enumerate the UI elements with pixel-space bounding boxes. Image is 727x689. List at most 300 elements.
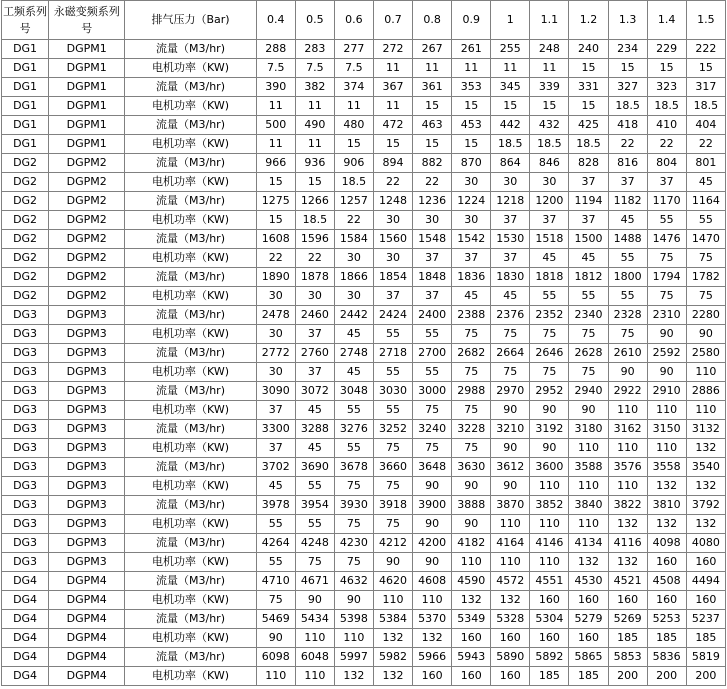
pm-series-cell: DGPM2 (49, 192, 125, 211)
value-cell: 3000 (413, 382, 452, 401)
gp-series-cell: DG4 (2, 572, 49, 591)
table-row (2, 135, 726, 154)
value-cell: 5865 (569, 648, 608, 667)
value-cell: 45 (295, 401, 334, 420)
table-row (2, 59, 726, 78)
value-cell: 22 (647, 135, 686, 154)
param-cell: 电机功率（KW) (125, 211, 256, 230)
value-cell: 2970 (491, 382, 530, 401)
value-cell: 132 (608, 515, 647, 534)
gp-series-cell: DG1 (2, 135, 49, 154)
value-cell: 500 (256, 116, 295, 135)
value-cell: 3690 (295, 458, 334, 477)
value-cell: 45 (256, 477, 295, 496)
value-cell: 110 (334, 629, 373, 648)
pm-series-cell: DGPM3 (49, 325, 125, 344)
header-pm-series: 永磁变频系列号 (49, 1, 125, 40)
table-row (2, 591, 726, 610)
value-cell: 463 (413, 116, 452, 135)
value-cell: 45 (608, 211, 647, 230)
value-cell: 2910 (647, 382, 686, 401)
table-row (2, 249, 726, 268)
value-cell: 2442 (334, 306, 373, 325)
value-cell: 55 (608, 249, 647, 268)
value-cell: 110 (608, 439, 647, 458)
pm-series-cell: DGPM2 (49, 287, 125, 306)
value-cell: 15 (295, 173, 334, 192)
value-cell: 185 (608, 629, 647, 648)
value-cell: 37 (413, 249, 452, 268)
value-cell: 75 (569, 363, 608, 382)
value-cell: 6098 (256, 648, 295, 667)
value-cell: 11 (452, 59, 491, 78)
value-cell: 37 (608, 173, 647, 192)
value-cell: 90 (452, 515, 491, 534)
value-cell: 18.5 (491, 135, 530, 154)
value-cell: 75 (256, 591, 295, 610)
value-cell: 382 (295, 78, 334, 97)
value-cell: 816 (608, 154, 647, 173)
value-cell: 453 (452, 116, 491, 135)
value-cell: 432 (530, 116, 569, 135)
value-cell: 160 (647, 591, 686, 610)
value-cell: 90 (295, 591, 334, 610)
value-cell: 30 (373, 211, 412, 230)
value-cell: 1848 (413, 268, 452, 287)
value-cell: 3240 (413, 420, 452, 439)
param-cell: 电机功率（KW) (125, 629, 256, 648)
table-row (2, 477, 726, 496)
pm-series-cell: DGPM2 (49, 268, 125, 287)
value-cell: 15 (647, 59, 686, 78)
value-cell: 75 (373, 477, 412, 496)
pm-series-cell: DGPM3 (49, 458, 125, 477)
pm-series-cell: DGPM2 (49, 249, 125, 268)
value-cell: 110 (569, 515, 608, 534)
table-row (2, 667, 726, 686)
value-cell: 1488 (608, 230, 647, 249)
value-cell: 55 (608, 287, 647, 306)
value-cell: 75 (491, 363, 530, 382)
value-cell: 30 (491, 173, 530, 192)
value-cell: 45 (452, 287, 491, 306)
value-cell: 37 (413, 287, 452, 306)
value-cell: 55 (373, 363, 412, 382)
value-cell: 288 (256, 40, 295, 59)
value-cell: 3072 (295, 382, 334, 401)
value-cell: 11 (373, 59, 412, 78)
param-cell: 流量（M3/hr) (125, 154, 256, 173)
value-cell: 353 (452, 78, 491, 97)
value-cell: 110 (491, 515, 530, 534)
value-cell: 3870 (491, 496, 530, 515)
value-cell: 1200 (530, 192, 569, 211)
value-cell: 30 (452, 211, 491, 230)
value-cell: 1275 (256, 192, 295, 211)
value-cell: 480 (334, 116, 373, 135)
value-cell: 15 (452, 97, 491, 116)
value-cell: 75 (530, 363, 569, 382)
gp-series-cell: DG3 (2, 477, 49, 496)
value-cell: 200 (647, 667, 686, 686)
pm-series-cell: DGPM2 (49, 173, 125, 192)
value-cell: 18.5 (686, 97, 725, 116)
value-cell: 5253 (647, 610, 686, 629)
value-cell: 45 (295, 439, 334, 458)
value-cell: 37 (530, 211, 569, 230)
value-cell: 30 (256, 363, 295, 382)
gp-series-cell: DG3 (2, 534, 49, 553)
value-cell: 1530 (491, 230, 530, 249)
value-cell: 15 (608, 59, 647, 78)
param-cell: 流量（M3/hr) (125, 496, 256, 515)
value-cell: 75 (491, 325, 530, 344)
value-cell: 110 (413, 591, 452, 610)
gp-series-cell: DG4 (2, 591, 49, 610)
value-cell: 3702 (256, 458, 295, 477)
value-cell: 1248 (373, 192, 412, 211)
gp-series-cell: DG3 (2, 306, 49, 325)
spec-table (1, 0, 726, 686)
table-row (2, 287, 726, 306)
table-row (2, 363, 726, 382)
value-cell: 272 (373, 40, 412, 59)
value-cell: 418 (608, 116, 647, 135)
value-cell: 255 (491, 40, 530, 59)
value-cell: 160 (452, 667, 491, 686)
value-cell: 5890 (491, 648, 530, 667)
value-cell: 37 (295, 325, 334, 344)
value-cell: 2682 (452, 344, 491, 363)
param-cell: 电机功率（KW) (125, 667, 256, 686)
pm-series-cell: DGPM1 (49, 78, 125, 97)
value-cell: 110 (686, 363, 725, 382)
pm-series-cell: DGPM1 (49, 59, 125, 78)
header-pressure: 0.7 (373, 1, 412, 40)
header-pressure: 0.6 (334, 1, 373, 40)
value-cell: 11 (413, 59, 452, 78)
value-cell: 1236 (413, 192, 452, 211)
value-cell: 3930 (334, 496, 373, 515)
param-cell: 流量（M3/hr) (125, 192, 256, 211)
value-cell: 11 (491, 59, 530, 78)
value-cell: 3228 (452, 420, 491, 439)
value-cell: 55 (413, 363, 452, 382)
value-cell: 30 (530, 173, 569, 192)
value-cell: 3600 (530, 458, 569, 477)
value-cell: 1224 (452, 192, 491, 211)
value-cell: 1500 (569, 230, 608, 249)
value-cell: 3048 (334, 382, 373, 401)
value-cell: 5469 (256, 610, 295, 629)
value-cell: 132 (686, 515, 725, 534)
value-cell: 5943 (452, 648, 491, 667)
value-cell: 37 (452, 249, 491, 268)
value-cell: 2988 (452, 382, 491, 401)
gp-series-cell: DG2 (2, 230, 49, 249)
param-cell: 电机功率（KW) (125, 325, 256, 344)
value-cell: 90 (491, 439, 530, 458)
value-cell: 55 (373, 401, 412, 420)
value-cell: 11 (295, 97, 334, 116)
value-cell: 37 (256, 401, 295, 420)
value-cell: 3192 (530, 420, 569, 439)
gp-series-cell: DG3 (2, 363, 49, 382)
value-cell: 160 (569, 591, 608, 610)
value-cell: 110 (569, 477, 608, 496)
table-row (2, 629, 726, 648)
value-cell: 11 (256, 135, 295, 154)
value-cell: 90 (686, 325, 725, 344)
pm-series-cell: DGPM3 (49, 534, 125, 553)
gp-series-cell: DG3 (2, 325, 49, 344)
value-cell: 4521 (608, 572, 647, 591)
value-cell: 1266 (295, 192, 334, 211)
value-cell: 4508 (647, 572, 686, 591)
value-cell: 3648 (413, 458, 452, 477)
param-cell: 流量（M3/hr) (125, 306, 256, 325)
value-cell: 1518 (530, 230, 569, 249)
value-cell: 75 (686, 287, 725, 306)
value-cell: 5892 (530, 648, 569, 667)
param-cell: 流量（M3/hr) (125, 78, 256, 97)
gp-series-cell: DG2 (2, 154, 49, 173)
value-cell: 3840 (569, 496, 608, 515)
value-cell: 30 (334, 287, 373, 306)
value-cell: 55 (256, 515, 295, 534)
value-cell: 4164 (491, 534, 530, 553)
gp-series-cell: DG3 (2, 344, 49, 363)
value-cell: 90 (452, 477, 491, 496)
value-cell: 132 (608, 553, 647, 572)
value-cell: 3630 (452, 458, 491, 477)
value-cell: 3300 (256, 420, 295, 439)
value-cell: 3588 (569, 458, 608, 477)
value-cell: 132 (334, 667, 373, 686)
pm-series-cell: DGPM1 (49, 116, 125, 135)
param-cell: 流量（M3/hr) (125, 534, 256, 553)
value-cell: 90 (413, 553, 452, 572)
gp-series-cell: DG1 (2, 116, 49, 135)
value-cell: 3900 (413, 496, 452, 515)
value-cell: 4671 (295, 572, 334, 591)
value-cell: 240 (569, 40, 608, 59)
value-cell: 936 (295, 154, 334, 173)
value-cell: 132 (569, 553, 608, 572)
table-row (2, 496, 726, 515)
value-cell: 4134 (569, 534, 608, 553)
gp-series-cell: DG2 (2, 192, 49, 211)
value-cell: 2280 (686, 306, 725, 325)
pm-series-cell: DGPM1 (49, 97, 125, 116)
value-cell: 4230 (334, 534, 373, 553)
param-cell: 电机功率（KW) (125, 553, 256, 572)
value-cell: 1794 (647, 268, 686, 287)
value-cell: 2718 (373, 344, 412, 363)
table-row (2, 268, 726, 287)
value-cell: 75 (295, 553, 334, 572)
value-cell: 37 (491, 249, 530, 268)
value-cell: 1548 (413, 230, 452, 249)
value-cell: 442 (491, 116, 530, 135)
value-cell: 90 (530, 439, 569, 458)
param-cell: 流量（M3/hr) (125, 572, 256, 591)
header-gp-series: 工频系列号 (2, 1, 49, 40)
gp-series-cell: DG4 (2, 629, 49, 648)
param-cell: 电机功率（KW) (125, 439, 256, 458)
value-cell: 2340 (569, 306, 608, 325)
value-cell: 90 (608, 363, 647, 382)
value-cell: 828 (569, 154, 608, 173)
value-cell: 90 (569, 401, 608, 420)
value-cell: 1782 (686, 268, 725, 287)
value-cell: 3540 (686, 458, 725, 477)
pm-series-cell: DGPM4 (49, 591, 125, 610)
value-cell: 110 (530, 515, 569, 534)
table-row (2, 553, 726, 572)
value-cell: 18.5 (530, 135, 569, 154)
table-body (2, 40, 726, 686)
value-cell: 15 (569, 59, 608, 78)
value-cell: 5269 (608, 610, 647, 629)
value-cell: 110 (608, 477, 647, 496)
value-cell: 75 (452, 439, 491, 458)
header-pressure-label: 排气压力（Bar) (125, 1, 256, 40)
param-cell: 电机功率（KW) (125, 173, 256, 192)
value-cell: 37 (256, 439, 295, 458)
value-cell: 160 (686, 591, 725, 610)
value-cell: 160 (530, 629, 569, 648)
value-cell: 2772 (256, 344, 295, 363)
pm-series-cell: DGPM2 (49, 211, 125, 230)
value-cell: 15 (413, 135, 452, 154)
gp-series-cell: DG3 (2, 515, 49, 534)
pm-series-cell: DGPM4 (49, 648, 125, 667)
value-cell: 90 (647, 363, 686, 382)
param-cell: 电机功率（KW) (125, 591, 256, 610)
value-cell: 15 (334, 135, 373, 154)
value-cell: 30 (295, 287, 334, 306)
value-cell: 4710 (256, 572, 295, 591)
value-cell: 3288 (295, 420, 334, 439)
table-row (2, 534, 726, 553)
value-cell: 11 (334, 97, 373, 116)
value-cell: 90 (491, 477, 530, 496)
value-cell: 1542 (452, 230, 491, 249)
value-cell: 30 (334, 249, 373, 268)
value-cell: 15 (569, 97, 608, 116)
value-cell: 2748 (334, 344, 373, 363)
value-cell: 55 (334, 439, 373, 458)
value-cell: 30 (373, 249, 412, 268)
table-row (2, 515, 726, 534)
value-cell: 4572 (491, 572, 530, 591)
gp-series-cell: DG2 (2, 173, 49, 192)
value-cell: 160 (491, 629, 530, 648)
value-cell: 404 (686, 116, 725, 135)
value-cell: 90 (334, 591, 373, 610)
value-cell: 3852 (530, 496, 569, 515)
value-cell: 160 (413, 667, 452, 686)
value-cell: 3558 (647, 458, 686, 477)
value-cell: 160 (686, 553, 725, 572)
value-cell: 30 (256, 325, 295, 344)
header-pressure: 0.9 (452, 1, 491, 40)
value-cell: 110 (295, 629, 334, 648)
value-cell: 2646 (530, 344, 569, 363)
value-cell: 75 (373, 439, 412, 458)
value-cell: 1476 (647, 230, 686, 249)
value-cell: 4264 (256, 534, 295, 553)
value-cell: 132 (686, 439, 725, 458)
value-cell: 55 (256, 553, 295, 572)
value-cell: 22 (295, 249, 334, 268)
value-cell: 75 (452, 325, 491, 344)
value-cell: 110 (608, 401, 647, 420)
value-cell: 804 (647, 154, 686, 173)
value-cell: 248 (530, 40, 569, 59)
table-row (2, 401, 726, 420)
value-cell: 4248 (295, 534, 334, 553)
table-row (2, 116, 726, 135)
value-cell: 22 (334, 211, 373, 230)
value-cell: 110 (686, 401, 725, 420)
value-cell: 3822 (608, 496, 647, 515)
pm-series-cell: DGPM3 (49, 401, 125, 420)
value-cell: 472 (373, 116, 412, 135)
table-row (2, 458, 726, 477)
value-cell: 22 (413, 173, 452, 192)
table-row (2, 382, 726, 401)
value-cell: 11 (295, 135, 334, 154)
value-cell: 1812 (569, 268, 608, 287)
value-cell: 4146 (530, 534, 569, 553)
value-cell: 55 (647, 211, 686, 230)
value-cell: 2592 (647, 344, 686, 363)
value-cell: 234 (608, 40, 647, 59)
value-cell: 1836 (452, 268, 491, 287)
value-cell: 2580 (686, 344, 725, 363)
table-row (2, 572, 726, 591)
table-row (2, 211, 726, 230)
value-cell: 15 (256, 211, 295, 230)
value-cell: 864 (491, 154, 530, 173)
param-cell: 流量（M3/hr) (125, 420, 256, 439)
value-cell: 15 (373, 135, 412, 154)
param-cell: 电机功率（KW) (125, 401, 256, 420)
value-cell: 410 (647, 116, 686, 135)
value-cell: 267 (413, 40, 452, 59)
value-cell: 490 (295, 116, 334, 135)
value-cell: 45 (530, 249, 569, 268)
value-cell: 55 (295, 515, 334, 534)
value-cell: 110 (491, 553, 530, 572)
value-cell: 15 (452, 135, 491, 154)
value-cell: 37 (647, 173, 686, 192)
value-cell: 1470 (686, 230, 725, 249)
value-cell: 30 (413, 211, 452, 230)
value-cell: 3612 (491, 458, 530, 477)
pm-series-cell: DGPM3 (49, 477, 125, 496)
value-cell: 3132 (686, 420, 725, 439)
value-cell: 90 (530, 401, 569, 420)
value-cell: 18.5 (608, 97, 647, 116)
param-cell: 电机功率（KW) (125, 135, 256, 154)
value-cell: 3810 (647, 496, 686, 515)
param-cell: 流量（M3/hr) (125, 230, 256, 249)
gp-series-cell: DG4 (2, 610, 49, 629)
value-cell: 22 (686, 135, 725, 154)
